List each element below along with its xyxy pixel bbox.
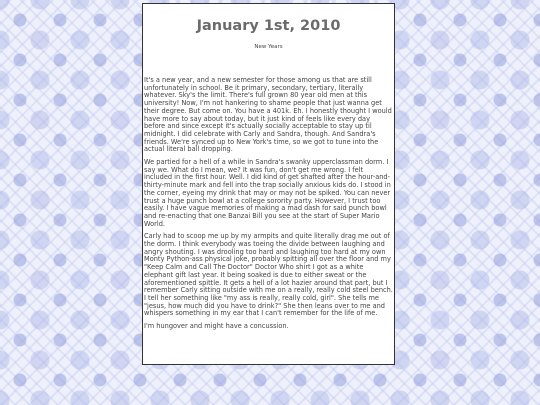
journal-page (142, 3, 395, 365)
paragraph-1: It's a new year, and a new semester for those among us that are still unfortunately in school. Be it primary, secondary, tertiary, literally whatever. Sky's the limit. There's full grown 80 year old men at this university! Now, I'm not hankering to shame people that just wanna get their degree. But come on. You have a 401k. Eh. I honestly thought I would have more to say about today, but it just kind of feels like every day before and since except it's actually socially acceptable to stay up til midnight. I did celebrate with Carly and Sandra, though. And Sandra's friends. We're synced up to New York's time, so we got to tune into the actual literal ball dropping. (144, 76, 392, 154)
post-title: January 1st, 2010 (196, 18, 341, 34)
paragraph-2: We partied for a hell of a while in Sandra's swanky upperclassman dorm. I say we. What do I mean, we? It was fun, don't get me wrong. I felt included in the first hour. Well. I did kind of get shafted after the hour-and-thirty-minute mark and fell into the trap socially anxious kids do. I stood in the corner, eyeing my drink that may or may not be spiked. You can never trust a huge punch bowl at a college sorority party. However, I trust too easily. I have vague memories of making a mad dash for said punch bowl and re-enacting that one Banzai Bill you see at the start of Super Mario World. (144, 158, 391, 228)
post-subtitle: New Years (254, 44, 283, 50)
paragraph-3: Carly had to scoop me up by my armpits and quite literally drag me out of the dorm. I think everybody was toeing the divide between laughing and angry shouting. I was drooling too hard and laughing too hard at my own Monty Python-ass physical joke, probably spitting all over the floor and my "Keep Calm and Call The Doctor" Doctor Who shirt I got as a white elephant gift last year. It being soaked is due to either sweat or the aforementioned spittle. It gets a hell of a lot hazier around that part, but I remember Carly sitting outside with me on a really, really cold steel bench. I tell her something like "my ass is really, really cold, girl". She tells me "jesus, how much did you have to drink?" She then leans over to me and whispers something in my ear that I can't remember for the life of me. (144, 232, 393, 318)
paragraph-4: I'm hungover and might have a concussion. (144, 322, 289, 331)
post-body (143, 77, 394, 331)
